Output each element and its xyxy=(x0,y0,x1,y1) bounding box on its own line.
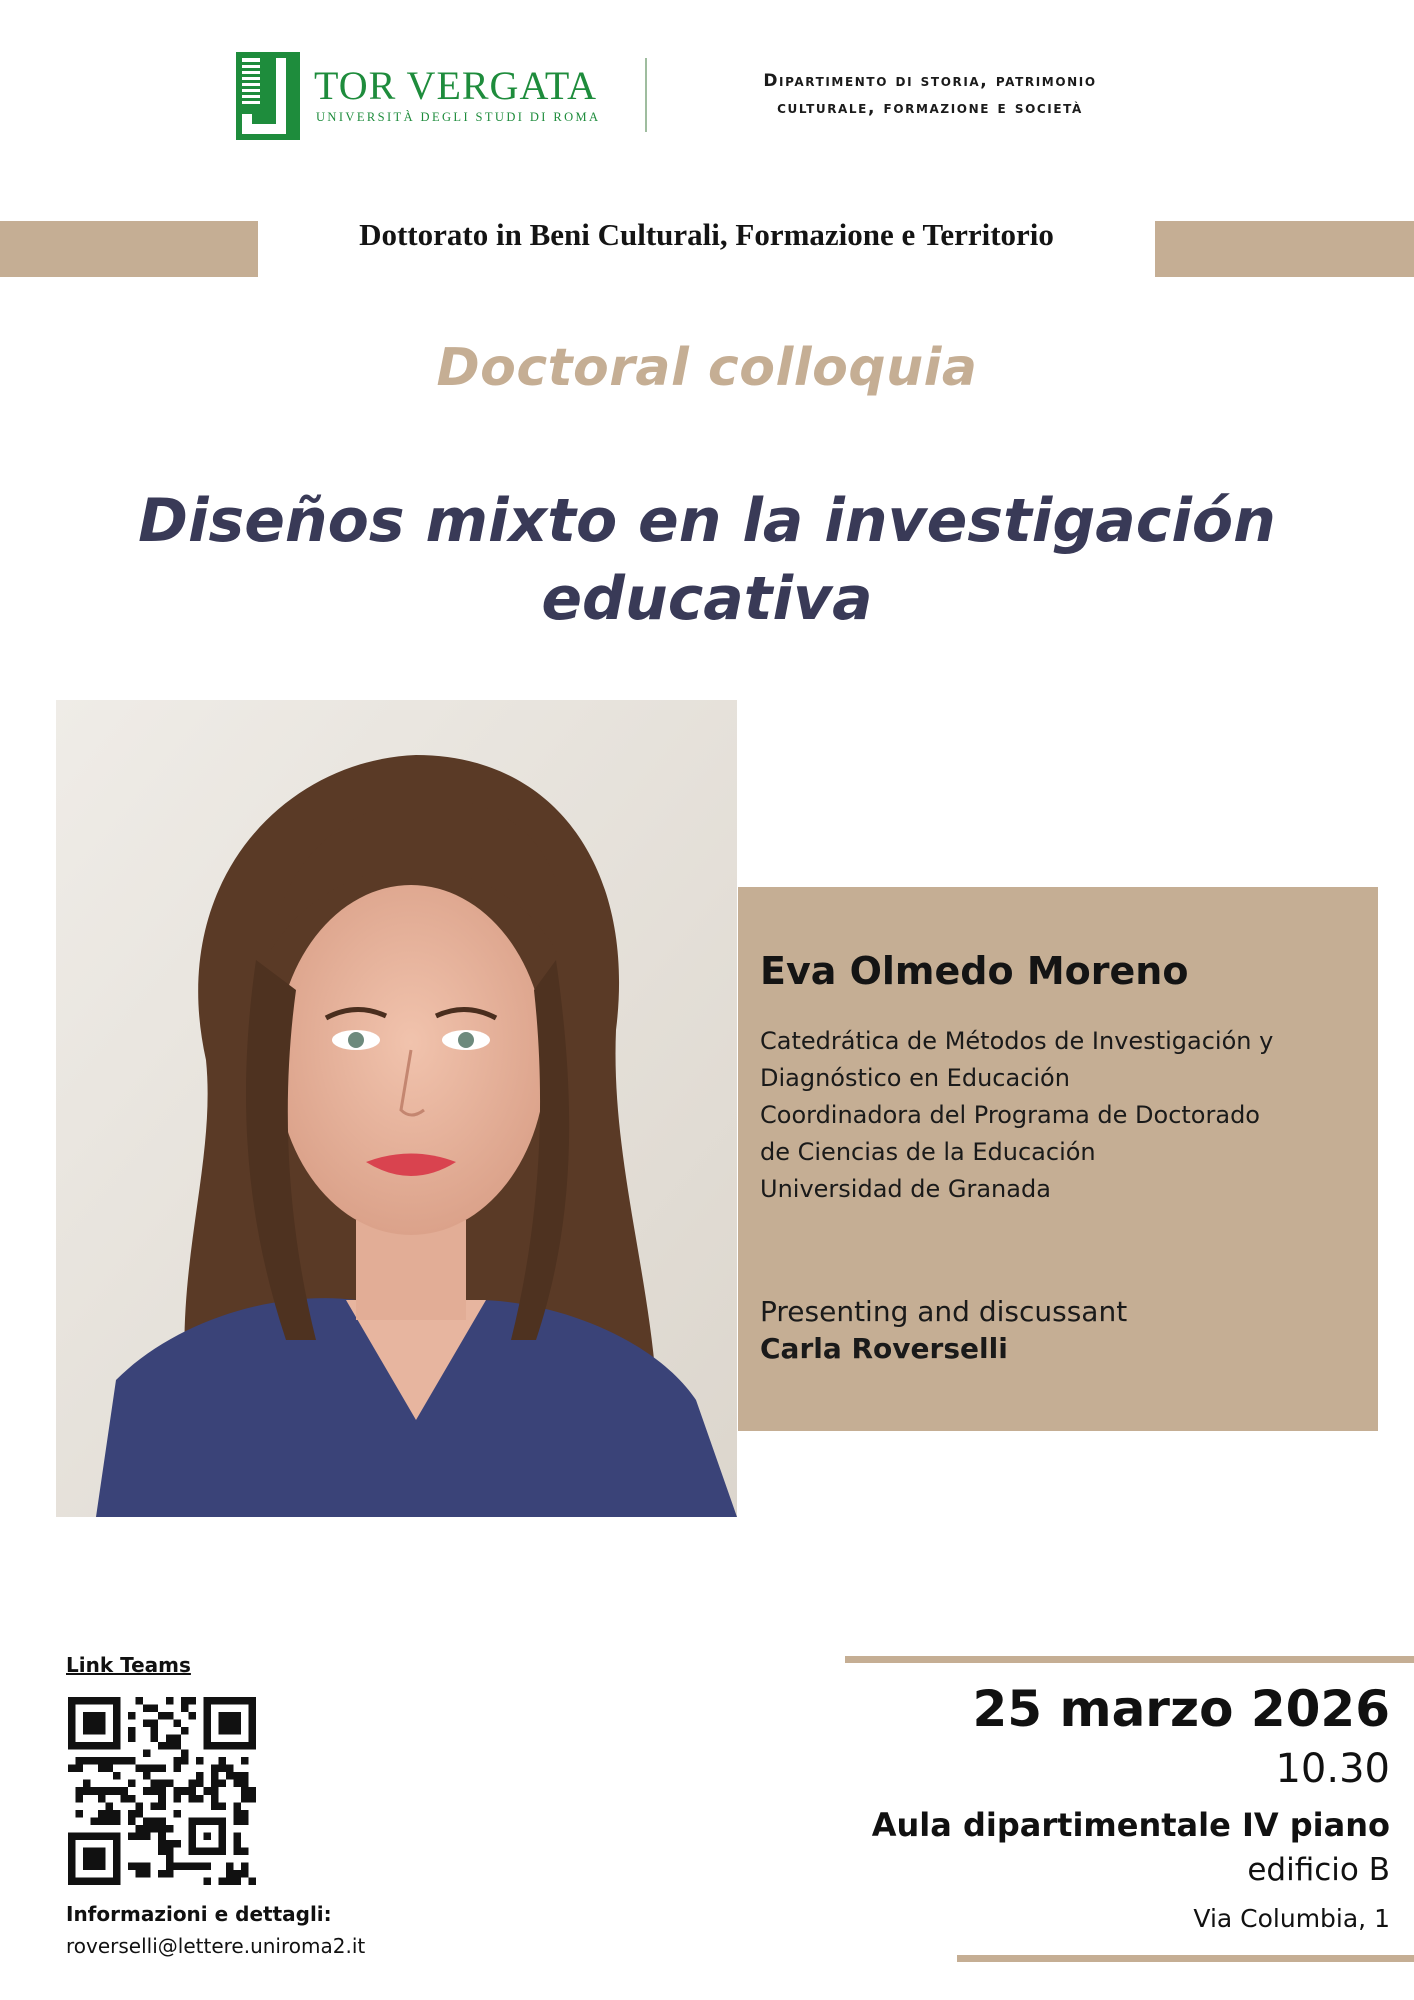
department-line-2: culturale, formazione e società xyxy=(777,98,1083,118)
talk-title-line-2: educativa xyxy=(541,564,873,634)
talk-title xyxy=(120,482,1294,638)
discussant-label: Presenting and discussant xyxy=(760,1295,1128,1328)
event-time: 10.30 xyxy=(1275,1746,1390,1792)
university-logo-mark-icon xyxy=(236,52,300,140)
event-building: edificio B xyxy=(1247,1852,1390,1888)
qr-code-icon[interactable] xyxy=(68,1697,256,1885)
speaker-affiliation-line: Diagnóstico en Educación xyxy=(760,1064,1070,1092)
speaker-name: Eva Olmedo Moreno xyxy=(760,949,1189,993)
accent-band-left xyxy=(0,221,258,277)
teams-link[interactable]: Link Teams xyxy=(66,1653,191,1677)
program-name: Dottorato in Beni Culturali, Formazione e Territorio xyxy=(359,217,1054,252)
speaker-card xyxy=(738,887,1378,1431)
speaker-affiliation-line: Universidad de Granada xyxy=(760,1175,1051,1203)
contact-email[interactable]: roverselli@lettere.uniroma2.it xyxy=(66,1934,366,1958)
event-street: Via Columbia, 1 xyxy=(1193,1904,1390,1933)
discussant-name: Carla Roverselli xyxy=(760,1332,1008,1365)
series-title: Doctoral colloquia xyxy=(436,338,978,398)
university-subtitle: UNIVERSITÀ DEGLI STUDI DI ROMA xyxy=(316,110,601,124)
event-room: Aula dipartimentale IV piano xyxy=(871,1806,1390,1844)
speaker-affiliation-line: Catedrática de Métodos de Investigación y xyxy=(760,1027,1274,1055)
talk-title-line-1: Diseños mixto en la investigación xyxy=(138,486,1276,556)
department-name xyxy=(660,68,1200,122)
event-rule-bottom xyxy=(957,1955,1414,1962)
header-divider xyxy=(645,58,647,132)
event-date: 25 marzo 2026 xyxy=(972,1680,1390,1738)
university-logo xyxy=(236,52,606,142)
event-rule-top xyxy=(845,1656,1414,1663)
department-line-1: Dipartimento di storia, patrimonio xyxy=(763,71,1097,91)
speaker-affiliation-line: de Ciencias de la Educación xyxy=(760,1138,1096,1166)
accent-band-right xyxy=(1155,221,1414,277)
info-label: Informazioni e dettagli: xyxy=(66,1902,332,1926)
speaker-affiliation-line: Coordinadora del Programa de Doctorado xyxy=(760,1101,1260,1129)
speaker-affiliation xyxy=(760,1023,1360,1208)
university-name: TOR VERGATA xyxy=(314,63,598,108)
speaker-photo xyxy=(56,700,737,1517)
